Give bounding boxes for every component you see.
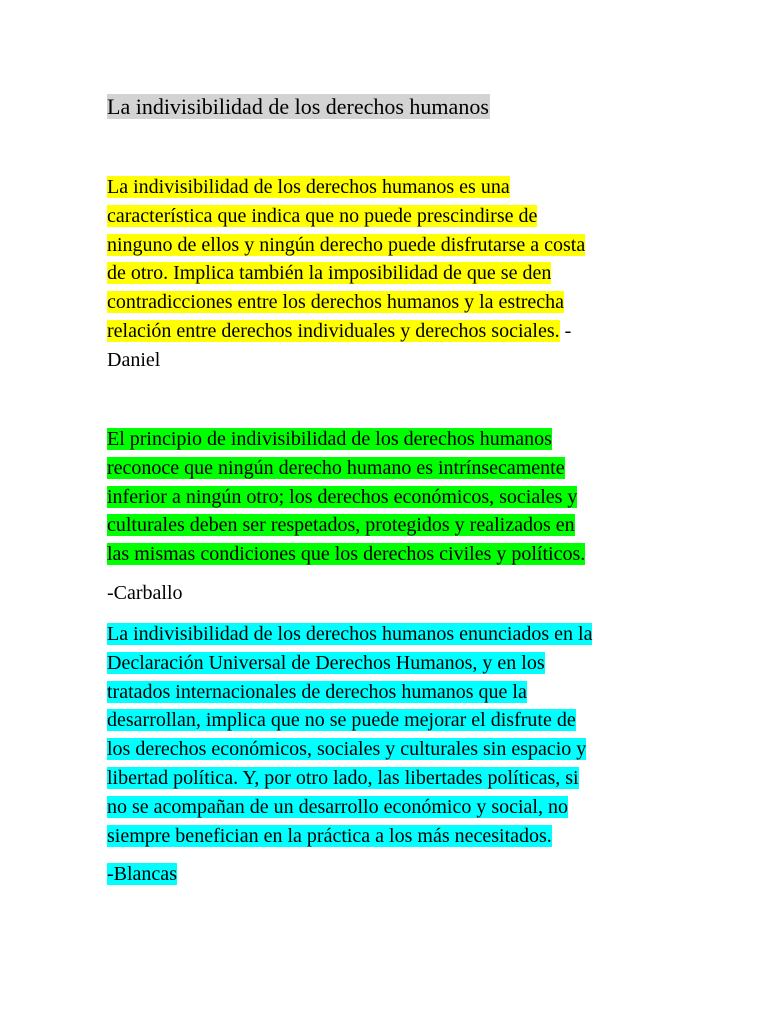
paragraph-blancas xyxy=(107,620,592,850)
author-daniel: Daniel xyxy=(107,348,161,371)
paragraph-line: reconoce que ningún derecho humano es intrínsecamente xyxy=(107,456,565,479)
paragraph-line: no se acompañan de un desarrollo económico y social, no xyxy=(107,795,568,818)
paragraph-line: relación entre derechos individuales y derechos sociales. - xyxy=(107,319,572,342)
paragraph-line: libertad política. Y, por otro lado, las libertades políticas, si xyxy=(107,766,579,789)
paragraph-carballo xyxy=(107,425,585,569)
paragraph-line: siempre benefician en la práctica a los más necesitados. xyxy=(107,824,552,847)
paragraph-line: ninguno de ellos y ningún derecho puede disfrutarse a costa xyxy=(107,233,586,256)
title-highlight: La indivisibilidad de los derechos humanos xyxy=(107,94,489,119)
author-blancas: -Blancas xyxy=(107,863,177,885)
paragraph-daniel xyxy=(107,173,585,375)
paragraph-line: característica que indica que no puede prescindirse de xyxy=(107,204,538,227)
paragraph-line: los derechos económicos, sociales y culturales sin espacio y xyxy=(107,738,587,761)
paragraph-line: La indivisibilidad de los derechos humanos enunciados en la xyxy=(107,623,593,645)
author-carballo: -Carballo xyxy=(107,582,183,604)
attribution-dash: - xyxy=(559,319,572,342)
paragraph-line: las mismas condiciones que los derechos civiles y políticos. xyxy=(107,543,586,566)
paragraph-line: desarrollan, implica que no se puede mejorar el disfrute de xyxy=(107,709,576,732)
paragraph-line: tratados internacionales de derechos humanos que la xyxy=(107,680,527,703)
paragraph-line: El principio de indivisibilidad de los derechos humanos xyxy=(107,428,552,450)
paragraph-line: La indivisibilidad de los derechos humanos es una xyxy=(107,176,510,198)
paragraph-line: contradicciones entre los derechos humanos y la estrecha xyxy=(107,291,565,314)
paragraph-line: Declaración Universal de Derechos Humanos, y en los xyxy=(107,651,545,674)
paragraph-line: de otro. Implica también la imposibilidad de que se den xyxy=(107,262,552,285)
document-title xyxy=(107,92,490,121)
paragraph-line: culturales deben ser respetados, protegidos y realizados en xyxy=(107,514,575,537)
paragraph-line: inferior a ningún otro; los derechos económicos, sociales y xyxy=(107,485,578,508)
